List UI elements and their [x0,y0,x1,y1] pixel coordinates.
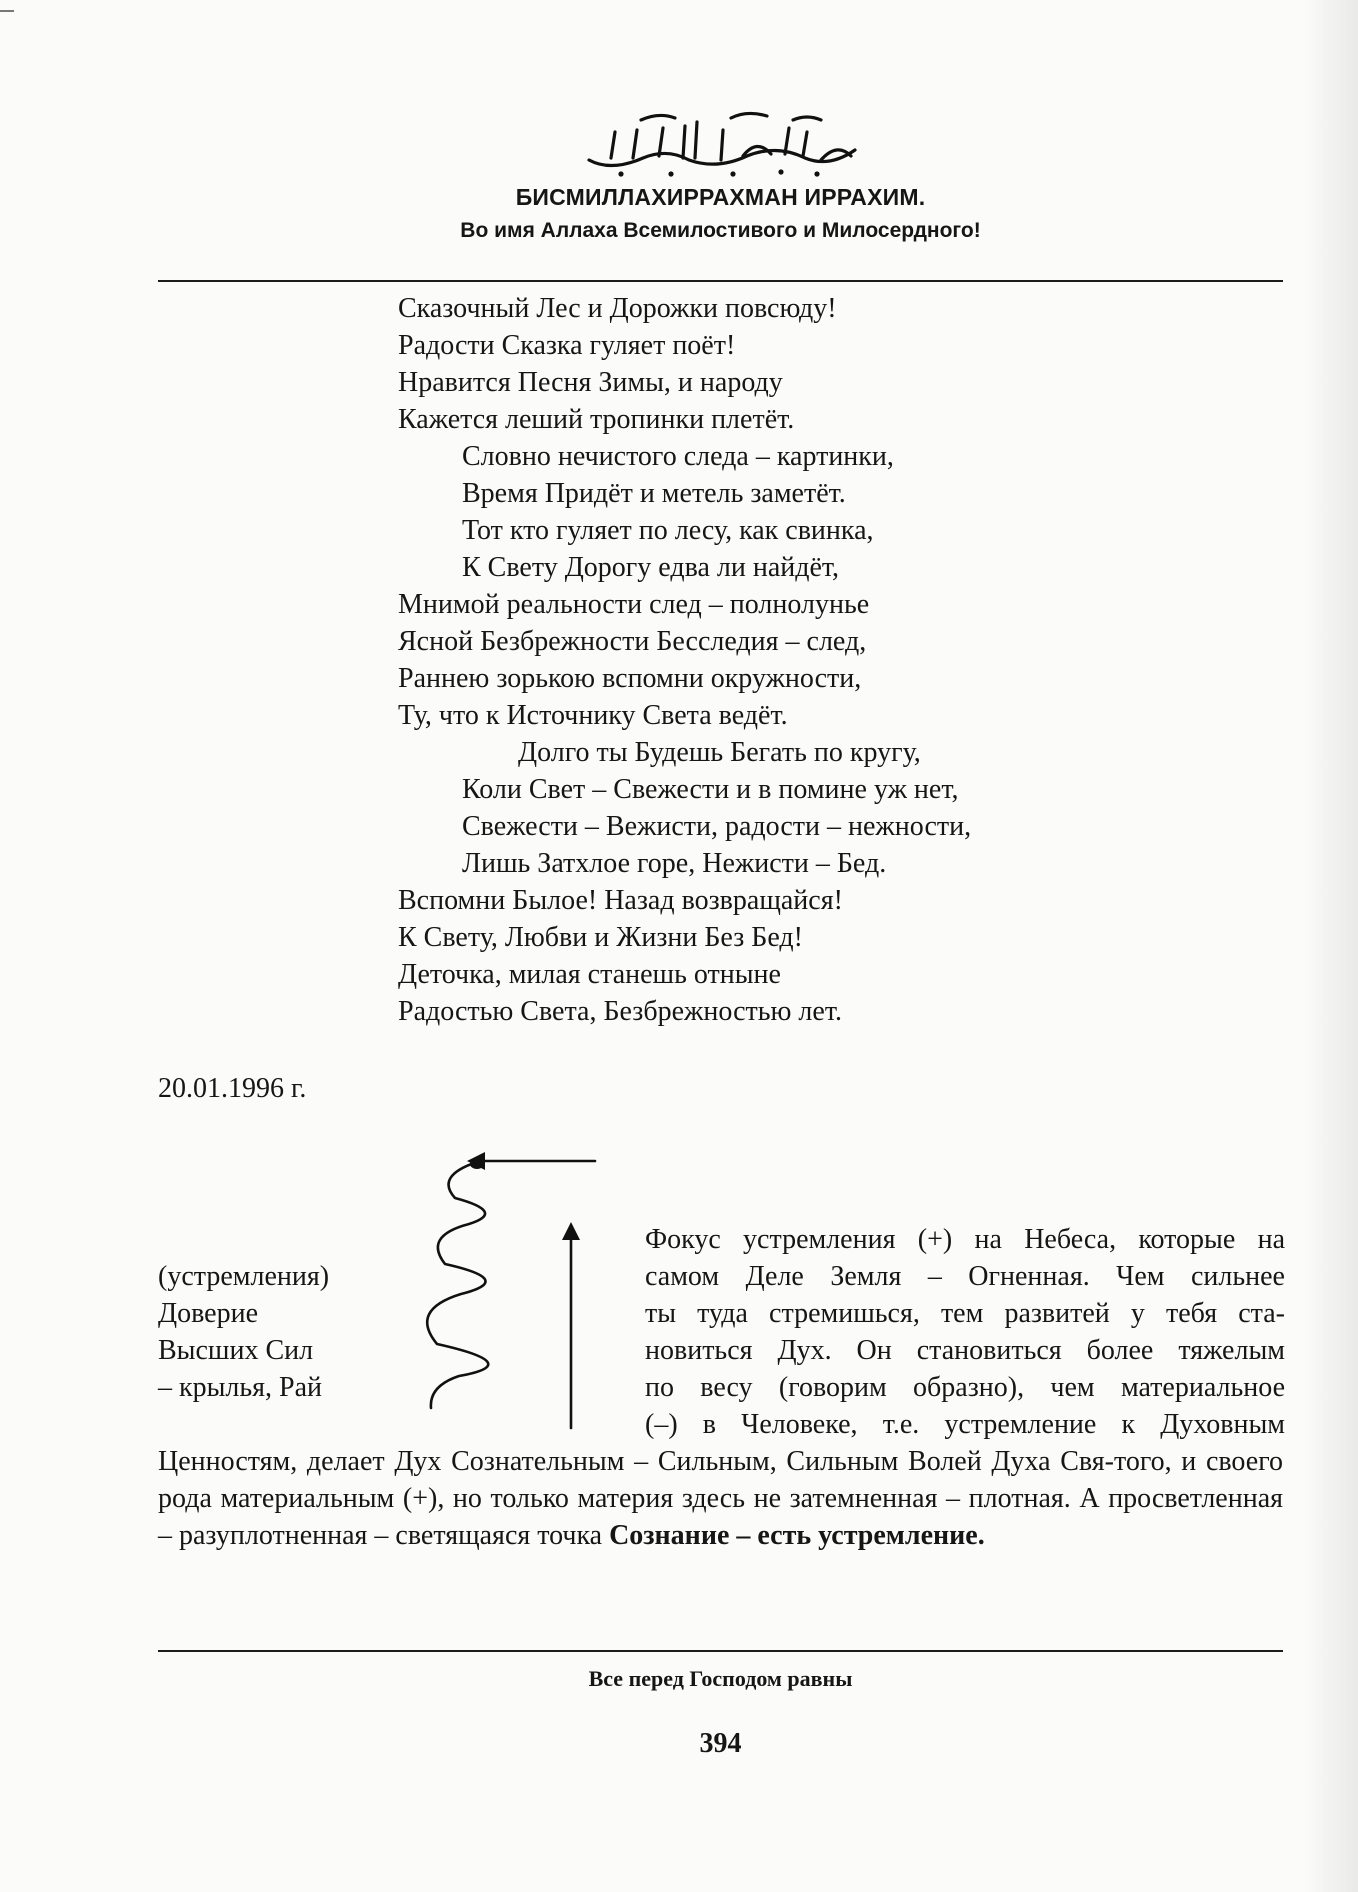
paragraph-right [645,1221,1285,1443]
poem-line: Раннею зорькою вспомни окружности, [398,663,862,694]
poem-line: Мнимой реальности след – полнолунье [398,589,870,620]
scan-edge-shadow [1304,0,1358,1892]
poem-line: Ясной Безбрежности Бесследия – след, [398,626,867,657]
side-label: Высших Сил [158,1335,314,1366]
side-label: (устремления) [158,1261,330,1292]
poem-date: 20.01.1996 г. [158,1073,307,1104]
poem-line: Время Придёт и метель заметёт. [462,478,846,509]
poem-line: Деточка, милая станешь отныне [398,959,781,990]
poem-line: Свежести – Вежисти, радости – нежности, [462,811,972,842]
poem-line: Сказочный Лес и Дорожки повсюду! [398,293,837,324]
basmala-calligraphy [571,108,871,180]
side-labels [158,1258,329,1406]
poem-line: Радостью Света, Безбрежностью лет. [398,996,842,1027]
header-divider [158,280,1283,282]
vertical-arrowhead-icon [562,1222,580,1240]
paragraph-line: новиться Дух. Он становиться более тяжелым [645,1335,1285,1366]
poem-line: Долго ты Будешь Бегать по кругу, [518,737,921,768]
poem-line: К Свету, Любви и Жизни Без Бед! [398,922,803,953]
paragraph-line: по весу (говорим образно), чем материальное [645,1372,1285,1403]
paragraph-line: ты туда стремишься, тем развитей у тебя ста- [645,1298,1285,1329]
scan-corner-mark [0,10,14,12]
poem-line: Нравится Песня Зимы, и народу [398,367,783,398]
poem-line: Вспомни Былое! Назад возвращайся! [398,885,843,916]
poem-line: Лишь Затхлое горе, Нежисти – Бед. [462,848,887,879]
poem-line: Ту, что к Источнику Света ведёт. [398,700,788,731]
paragraph-bold-conclusion: Сознание – есть устремление. [609,1520,985,1551]
paragraph-text: Ценностям, делает Дух Сознательным – Сильным, Сильным Волей Духа Свя-того, и своего рода материальным (+), но только материя здесь не затемненная – плотная. А просветленная – разуплотненная – светящаяся точка [158,1446,1283,1551]
header-subtitle: Во имя Аллаха Всемилостивого и Милосердного! [460,219,981,242]
paragraph-line: самом Деле Земля – Огненная. Чем сильнее [645,1261,1285,1292]
poem-line: Словно нечистого следа – картинки, [462,441,894,472]
poem-line: Кажется леший тропинки плетёт. [398,404,795,435]
spiral-start-dot [470,1159,484,1169]
poem-line: Тот кто гуляет по лесу, как свинка, [462,515,874,546]
page-header [158,108,1283,243]
poem-line: Радости Сказка гуляет поёт! [398,330,736,361]
footer-title: Все перед Господом равны [588,1666,853,1691]
paragraph-line: Фокус устремления (+) на Небеса, которые на [645,1224,1285,1255]
paragraph-line: (–) в Человеке, т.е. устремление к Духовным [645,1409,1285,1440]
paragraph-full [158,1443,1283,1554]
page-number: 394 [699,1728,742,1759]
side-label: Доверие [158,1298,258,1329]
side-label: – крылья, Рай [158,1372,323,1403]
poem-line: К Свету Дорогу едва ли найдёт, [462,552,840,583]
spiral-icon [427,1162,488,1408]
header-title: БИСМИЛЛАХИРРАХМАН ИРРАХИМ. [515,184,926,210]
poem-line: Коли Свет – Свежести и в помине уж нет, [462,774,959,805]
footer-divider [158,1650,1283,1652]
spiral-diagram [425,1140,615,1440]
poem [398,290,971,1030]
